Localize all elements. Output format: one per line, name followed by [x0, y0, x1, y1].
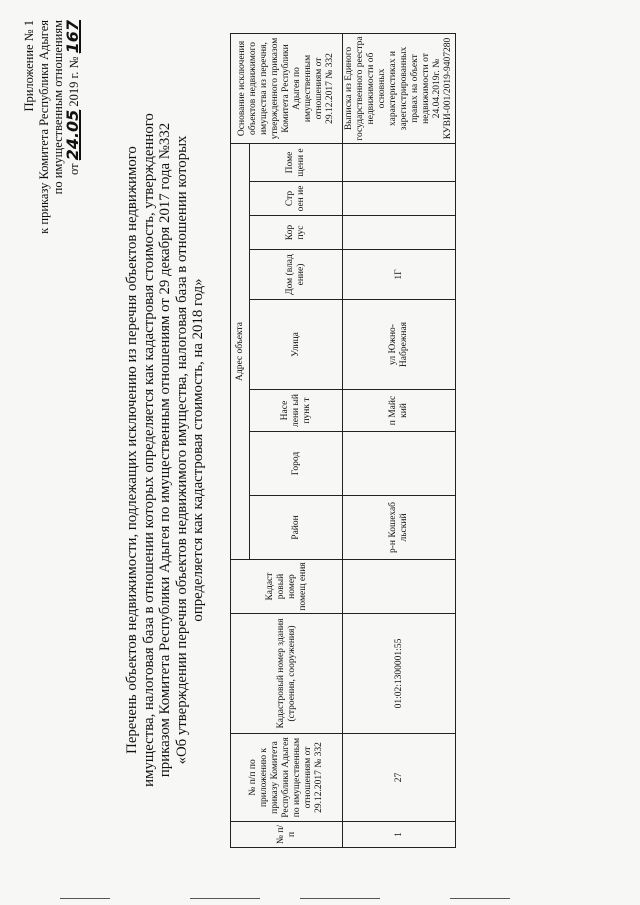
exclusion-table-wrap [230, 33, 456, 848]
scan-edge-line [450, 898, 510, 899]
header-settlement: Насе лени ый пунк т [250, 390, 343, 432]
exclusion-table [230, 33, 456, 848]
cell-district: р-н Кошехаб льский [343, 496, 456, 560]
header-address-group: Адрес объекта [231, 144, 250, 560]
appendix-date-line [62, 20, 82, 370]
handwritten-order-number: 167 [62, 20, 82, 54]
cell-basis: Выписка из Единого государственного реестра недвижимости об основных характеристиках и зарегистрированных правах на объект недвижимости от 24.04.2019г. № КУВИ-001/2019-9407280 [343, 34, 456, 144]
title-line-4: «Об утверждении перечня объектов недвижимого имущества, налоговая база в отношении которых [173, 135, 190, 765]
cell-street: ул Южно-Набрежная [343, 300, 456, 390]
header-row-1 [231, 34, 250, 848]
scan-edge-line [60, 898, 110, 899]
cell-house: 1Г [343, 250, 456, 300]
table-row [343, 34, 456, 848]
appendix-line-1: Приложение № 1 [22, 20, 36, 112]
header-basis: Основание исключения объектов недвижимого имущества из перечня, утвержденного приказом Комитета Республики Адыгея по имущественным отношениям от 29.12.2017 № 332 [231, 34, 343, 144]
cell-num: 1 [343, 822, 456, 848]
header-house: Дом (влад ение) [250, 250, 343, 300]
header-cadastral-room: Кадаст ровый номер помещ ения [231, 560, 343, 614]
cell-appendix-num: 27 [343, 734, 456, 822]
header-cadastral-building: Кадастровый номер здания (строения, сооружения) [231, 614, 343, 734]
cell-city [343, 432, 456, 496]
cell-corpus [343, 216, 456, 250]
title-line-1: Перечень объектов недвижимости, подлежащих исключению из перечня объектов недвижимого [124, 146, 140, 754]
cell-room [343, 144, 456, 182]
header-corpus: Кор пус [250, 216, 343, 250]
header-num: № п/п [231, 822, 343, 848]
handwritten-date: 24.05 [62, 109, 82, 161]
header-room: Поме щени е [250, 144, 343, 182]
title-line-5: определяется как кадастровая стоимость, на 2018 год» [190, 278, 206, 622]
date-year: 2019 г. № [66, 56, 81, 107]
appendix-line-2: к приказу Комитета Республики Адыгея [36, 20, 51, 234]
cell-cadastral-room [343, 560, 456, 614]
cell-building [343, 182, 456, 216]
header-street: Улица [250, 300, 343, 390]
header-appendix-num: № п/п по приложению к приказу Комитета Республики Адыгея по имущественным отношениям от 29.12.2017 № 332 [231, 734, 343, 822]
cell-cadastral-building: 01:02:1300001:55 [343, 614, 456, 734]
cell-settlement: п Майс кий [343, 390, 456, 432]
appendix-line-3: по имущественным отношениям [51, 20, 65, 195]
document-title [124, 40, 207, 860]
appendix-header [22, 20, 81, 370]
header-building: Стр оен ие [250, 182, 343, 216]
scan-edge-line [300, 898, 380, 899]
header-district: Район [250, 496, 343, 560]
date-prefix: от [66, 163, 81, 175]
title-line-2: имущества, налоговая база в отношении которых определяется как кадастровая стоимость, утвержденного [140, 113, 157, 787]
title-line-3: приказом Комитета Республики Адыгея по имущественным отношениям от 29 декабря 2017 года №332 [157, 122, 173, 778]
header-city: Город [250, 432, 343, 496]
scan-edge-line [190, 898, 260, 899]
